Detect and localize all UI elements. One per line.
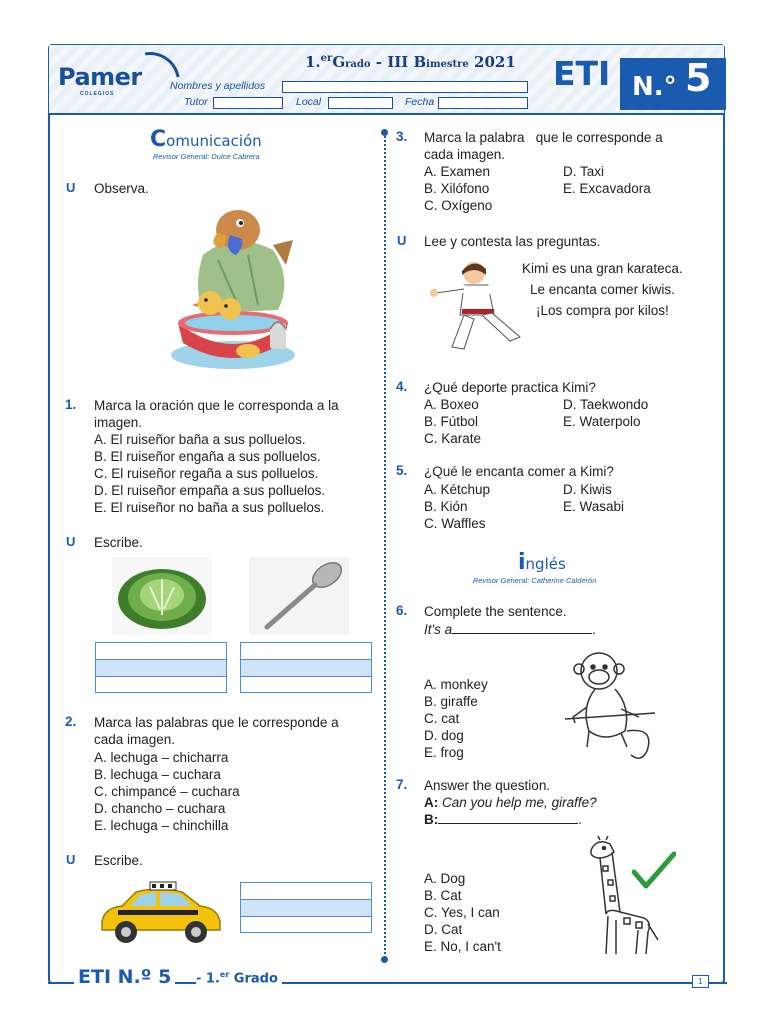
divider-dot-bottom [381, 956, 388, 963]
write-box-lettuce[interactable] [95, 642, 227, 693]
escribe-text-2: Escribe. [94, 853, 143, 868]
q5-option[interactable]: E. Wasabi [563, 499, 625, 514]
lettuce-image [112, 557, 212, 635]
tutor-label: Tutor [184, 96, 208, 108]
nombres-field[interactable] [282, 81, 528, 93]
q4-option[interactable]: A. Boxeo [424, 397, 479, 412]
story-line: Kimi es una gran karateca. [522, 261, 683, 276]
q6-option[interactable]: E. frog [424, 745, 464, 760]
q4-option[interactable]: C. Karate [424, 431, 482, 446]
q7-option[interactable]: A. Dog [424, 871, 466, 886]
q2-option[interactable]: E. lechuga – chinchilla [94, 818, 229, 833]
q2-option[interactable]: D. chancho – cuchara [94, 801, 226, 816]
q2-question: Marca las palabras que le corresponde a cada imagen. [94, 715, 339, 747]
q3-option[interactable]: B. Xilófono [424, 181, 490, 196]
q1-option[interactable]: D. El ruiseñor empaña a sus polluelos. [94, 483, 326, 498]
q6-option[interactable]: A. monkey [424, 677, 488, 692]
q6-number: 6. [396, 603, 408, 618]
q5-option[interactable]: C. Waffles [424, 516, 486, 531]
bullet-observa: U [66, 180, 76, 195]
fecha-field[interactable] [438, 97, 528, 109]
local-label: Local [296, 96, 322, 108]
q3-option[interactable]: A. Examen [424, 164, 491, 179]
story-line: Le encanta comer kiwis. [530, 282, 675, 297]
q1-option[interactable]: E. El ruiseñor no baña a sus polluelos. [94, 500, 325, 515]
q3-number: 3. [396, 129, 408, 144]
bird-bathing-chicks-illustration [158, 205, 308, 375]
page-number: 1 [692, 975, 709, 988]
ingles-revisor: Revisor General: Catherine Calderón [473, 576, 597, 585]
q6-option[interactable]: B. giraffe [424, 694, 478, 709]
comunicacion-title: Comunicación [150, 127, 262, 152]
ingles-title: inglés [518, 550, 566, 575]
q5-option[interactable]: D. Kiwis [563, 482, 612, 497]
q3-option[interactable]: C. Oxígeno [424, 198, 493, 213]
q6-blank[interactable] [452, 622, 592, 634]
q7-option[interactable]: C. Yes, I can [424, 905, 500, 920]
header-title: 1.$^{er}$Grado - III Bimestre 2021 [305, 53, 516, 71]
nombres-label: Nombres y apellidos [170, 80, 266, 92]
q6-option[interactable]: C. cat [424, 711, 460, 726]
karate-girl-illustration [430, 257, 530, 357]
q1-number: 1. [65, 397, 77, 412]
q3-option[interactable]: E. Excavadora [563, 181, 651, 196]
q4-number: 4. [396, 379, 408, 394]
bullet-lee: U [397, 233, 407, 248]
logo-subtitle: COLEGIOS [80, 91, 115, 97]
footer-grado: - 1.$^{er}$ Grado [196, 970, 282, 986]
q6-sentence: It's a . [424, 622, 596, 637]
eti-number: 5 [685, 56, 712, 100]
q4-option[interactable]: D. Taekwondo [563, 397, 649, 412]
q7-option[interactable]: B. Cat [424, 888, 462, 903]
pamer-logo: Pamer [58, 63, 142, 91]
escribe-text-1: Escribe. [94, 535, 143, 550]
q6-option[interactable]: D. dog [424, 728, 464, 743]
q2-option[interactable]: B. lechuga – cuchara [94, 767, 221, 782]
q4-question: ¿Qué deporte practica Kimi? [424, 380, 596, 395]
write-box-taxi[interactable] [240, 882, 372, 933]
divider-dot-top [381, 129, 388, 136]
fecha-label: Fecha [405, 96, 435, 108]
q1-option[interactable]: A. El ruiseñor baña a sus polluelos. [94, 432, 306, 447]
q2-number: 2. [65, 714, 77, 729]
q5-option[interactable]: A. Kétchup [424, 482, 491, 497]
q7-question: Answer the question. [424, 778, 551, 793]
write-box-spoon[interactable] [240, 642, 372, 693]
tutor-field[interactable] [213, 97, 283, 109]
comunicacion-revisor: Revisor General: Dulce Cabrera [153, 152, 260, 161]
bullet-escribe-2: U [66, 852, 76, 867]
q1-option[interactable]: C. El ruiseñor regaña a sus polluelos. [94, 466, 319, 481]
q4-option[interactable]: E. Waterpolo [563, 414, 641, 429]
q7-number: 7. [396, 777, 408, 792]
spoon-image [249, 557, 349, 635]
q2-option[interactable]: A. lechuga – chicharra [94, 750, 229, 765]
check-icon [632, 850, 676, 890]
q3-option[interactable]: D. Taxi [563, 164, 605, 179]
q7-line-a: A: Can you help me, giraffe? [424, 795, 597, 810]
q7-blank[interactable] [438, 812, 578, 824]
q5-question: ¿Qué le encanta comer a Kimi? [424, 464, 614, 479]
bullet-escribe-1: U [66, 534, 76, 549]
lee-text: Lee y contesta las preguntas. [424, 234, 601, 249]
local-field[interactable] [328, 97, 393, 109]
eti-label: ETI [553, 54, 611, 93]
eti-no: N.° [632, 72, 677, 102]
q7-option[interactable]: E. No, I can't [424, 939, 501, 954]
q5-number: 5. [396, 463, 408, 478]
monkey-illustration [565, 647, 660, 765]
q4-option[interactable]: B. Fútbol [424, 414, 479, 429]
taxi-image [96, 878, 224, 946]
q2-option[interactable]: C. chimpancé – cuchara [94, 784, 240, 799]
q1-option[interactable]: B. El ruiseñor engaña a sus polluelos. [94, 449, 321, 464]
q7-line-b: B: . [424, 812, 583, 827]
q1-question: Marca la oración que le corresponda a la imagen. [94, 398, 339, 430]
q3-question: Marca la palabra que le corresponde a cada imagen. [424, 130, 663, 162]
story-line: ¡Los compra por kilos! [536, 303, 669, 318]
footer-eti: ETI N.º 5 [74, 966, 175, 988]
q6-question: Complete the sentence. [424, 604, 567, 619]
observa-text: Observa. [94, 181, 149, 196]
column-divider [384, 132, 386, 962]
q7-option[interactable]: D. Cat [424, 922, 463, 937]
q5-option[interactable]: B. Kión [424, 499, 468, 514]
